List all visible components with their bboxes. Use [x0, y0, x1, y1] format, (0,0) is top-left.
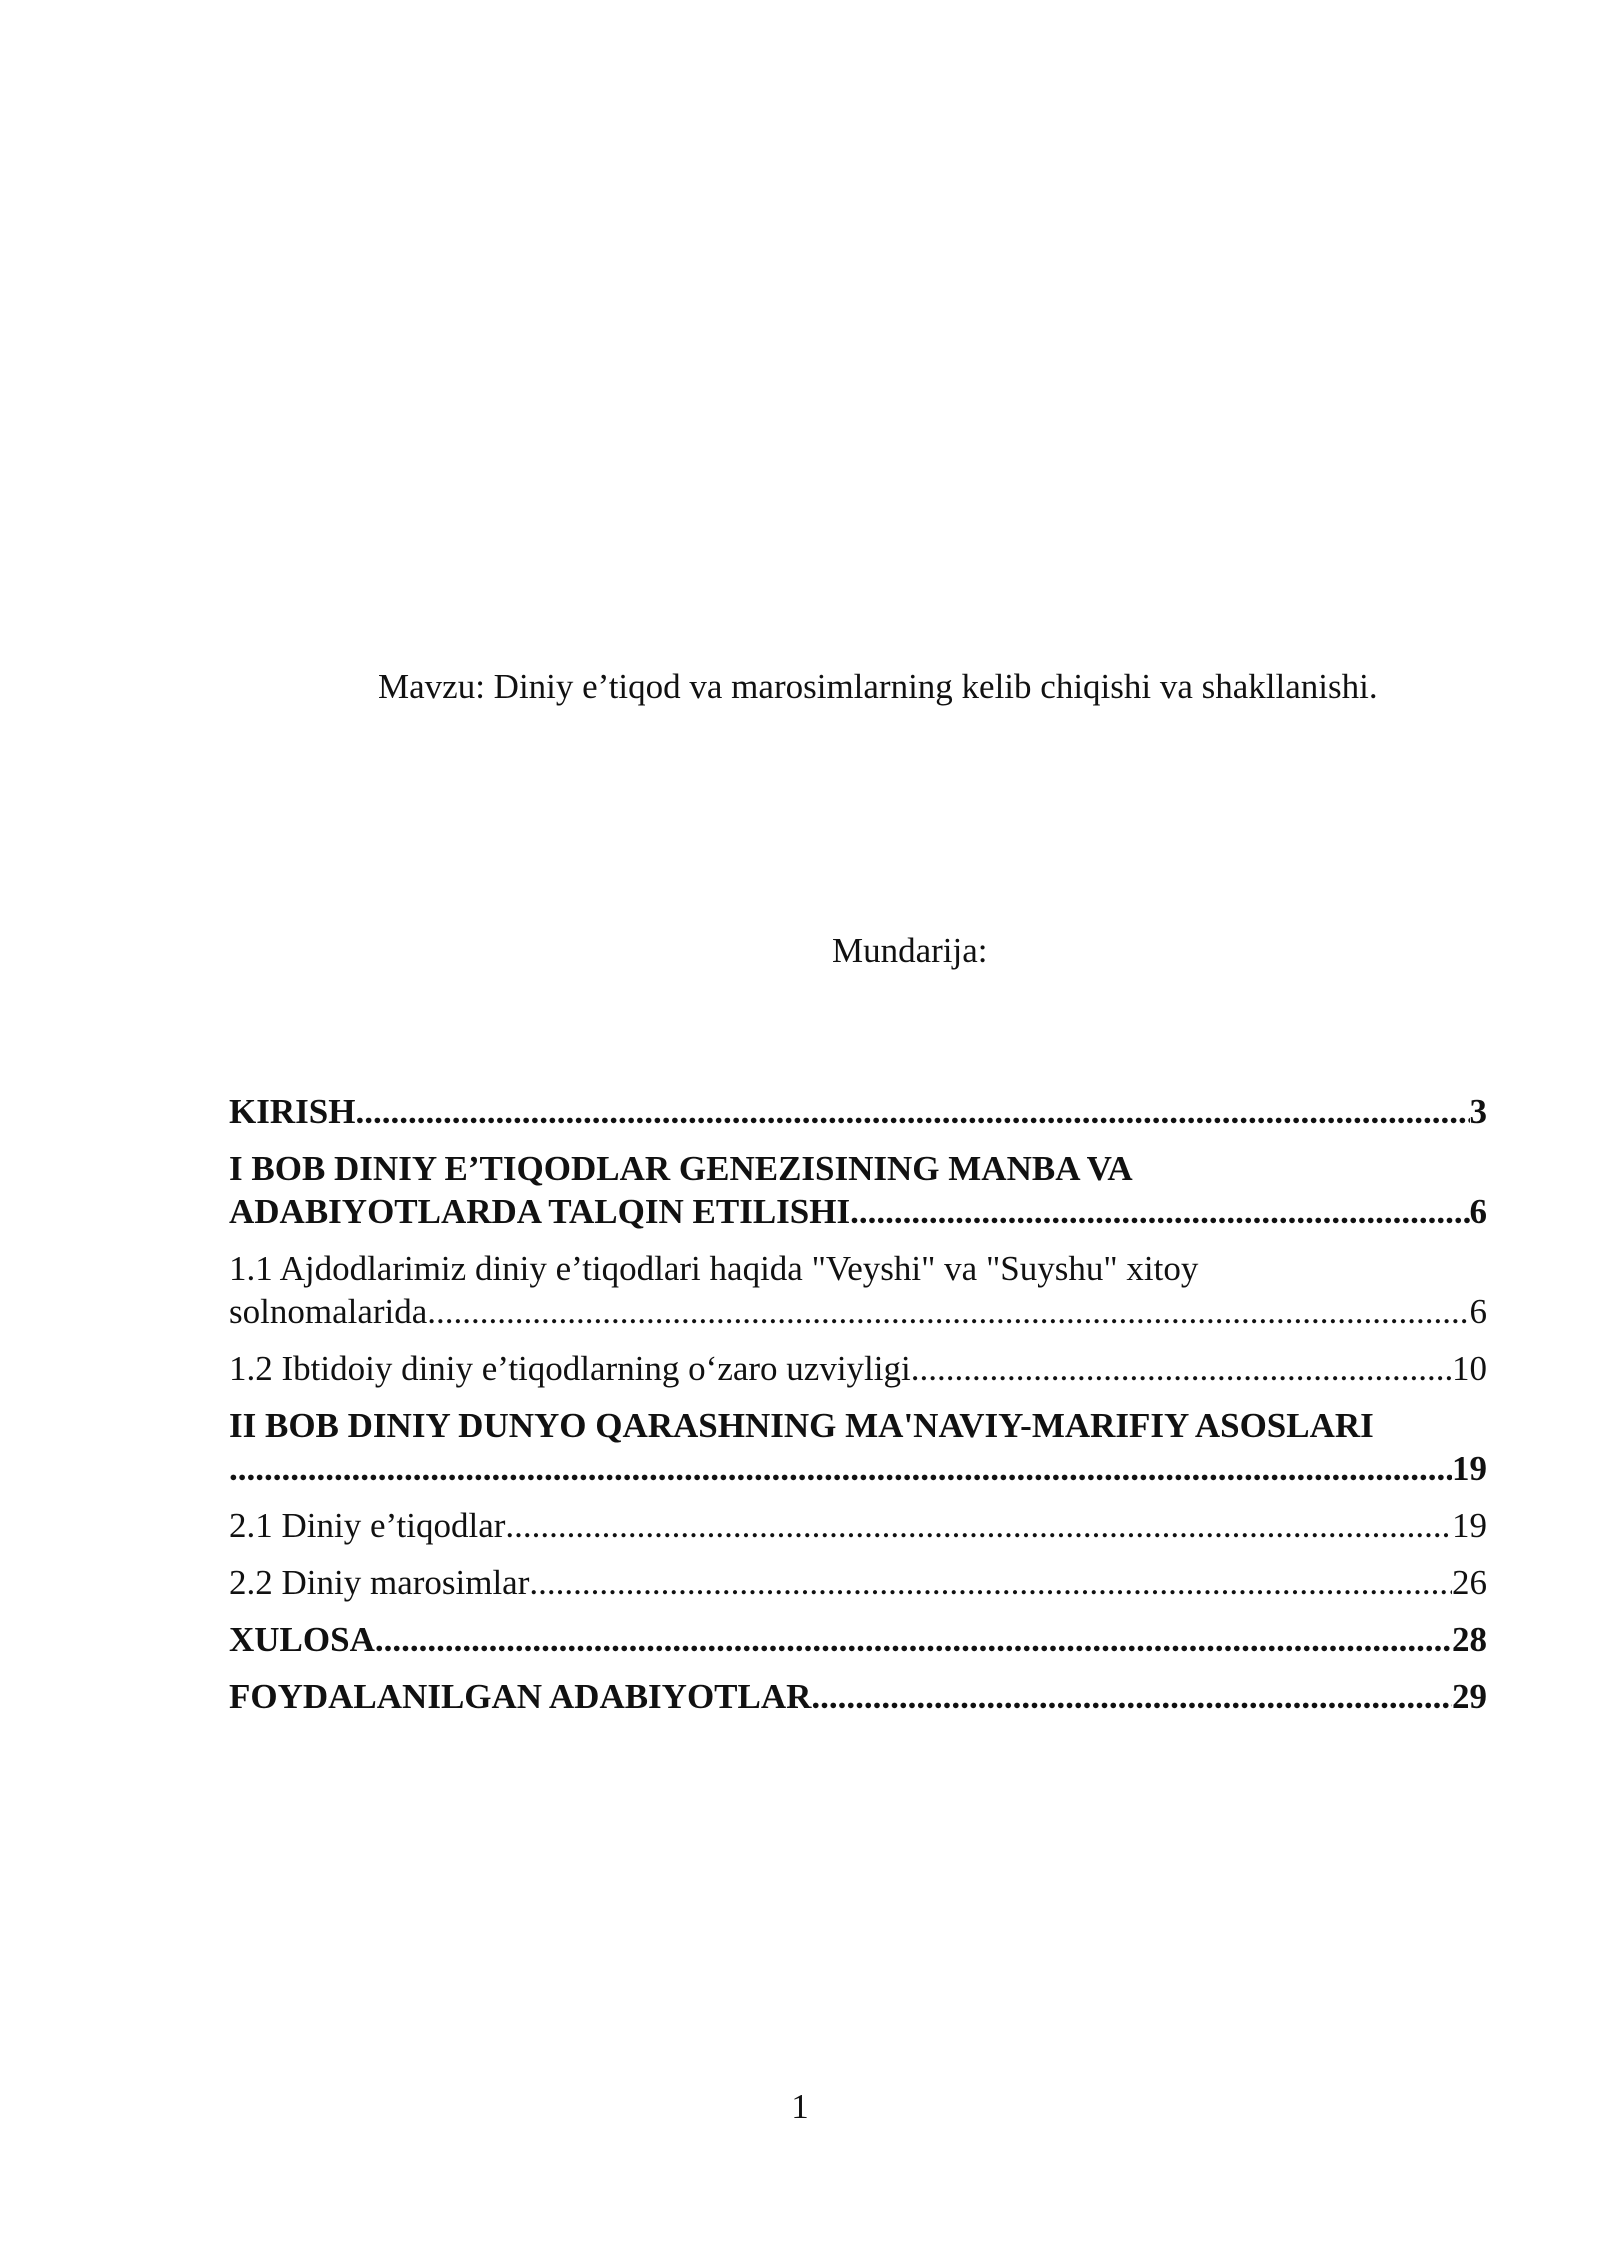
toc-entry-xulosa	[229, 1618, 1487, 1661]
table-of-contents	[229, 1090, 1487, 1732]
toc-entry-adabiyotlar	[229, 1675, 1487, 1718]
dot-leader	[811, 1675, 1452, 1718]
toc-entry-section-2-1	[229, 1504, 1487, 1547]
toc-page-number: 6	[1469, 1192, 1487, 1231]
toc-entry-section-1-2	[229, 1347, 1487, 1390]
toc-page-number: 29	[1452, 1677, 1487, 1716]
toc-entry-line	[229, 1347, 1487, 1390]
toc-page-number: 6	[1469, 1292, 1487, 1331]
dot-leader	[850, 1190, 1469, 1233]
dot-leader	[355, 1090, 1469, 1133]
toc-entry-title-line-1: I BOB DINIY E’TIQODLAR GENEZISINING MANBA VA	[229, 1149, 1133, 1188]
toc-entry-title: KIRISH	[229, 1092, 356, 1131]
dot-leader	[911, 1347, 1452, 1390]
toc-entry-title-line-2: solnomalarida	[229, 1292, 428, 1331]
toc-page-number: 19	[1452, 1506, 1487, 1545]
toc-entry-line	[229, 1561, 1487, 1604]
toc-entry-line	[229, 1190, 1487, 1233]
dot-leader	[505, 1504, 1452, 1547]
toc-entry-line	[229, 1090, 1487, 1133]
toc-entry-title-line-1: II BOB DINIY DUNYO QARASHNING MA'NAVIY-MARIFIY ASOSLARI	[229, 1406, 1374, 1445]
toc-page-number: 3	[1469, 1092, 1487, 1131]
dot-leader	[529, 1561, 1452, 1604]
page-number: 1	[791, 2087, 809, 2126]
toc-page-number: 10	[1452, 1349, 1487, 1388]
toc-entry-line	[229, 1618, 1487, 1661]
toc-entry-title: XULOSA	[229, 1620, 375, 1659]
dot-leader	[427, 1290, 1469, 1333]
document-topic: Mavzu: Diniy e’tiqod va marosimlarning kelib chiqishi va shakllanishi.	[378, 667, 1378, 706]
toc-entry-title: 1.2 Ibtidoiy diniy e’tiqodlarning o‘zaro uzviyligi	[229, 1349, 911, 1388]
toc-entry-title: 2.2 Diniy marosimlar	[229, 1563, 530, 1602]
toc-entry-line	[229, 1675, 1487, 1718]
toc-entry-line	[229, 1290, 1487, 1333]
toc-page-number: 19	[1452, 1449, 1487, 1488]
toc-entry-title: 2.1 Diniy e’tiqodlar	[229, 1506, 506, 1545]
toc-entry-title: FOYDALANILGAN ADABIYOTLAR	[229, 1677, 812, 1716]
toc-entry-chapter-1	[229, 1147, 1487, 1233]
toc-entry-chapter-2	[229, 1404, 1487, 1490]
toc-page-number: 26	[1452, 1563, 1487, 1602]
dot-leader	[229, 1447, 1452, 1490]
toc-entry-line	[229, 1504, 1487, 1547]
toc-entry-title-line-1: 1.1 Ajdodlarimiz diniy e’tiqodlari haqida "Veyshi" va "Suyshu" xitoy	[229, 1249, 1199, 1288]
dot-leader	[375, 1618, 1452, 1661]
toc-entry-section-2-2	[229, 1561, 1487, 1604]
toc-heading: Mundarija:	[832, 931, 988, 970]
toc-entry-title-line-2: ADABIYOTLARDA TALQIN ETILISHI	[229, 1192, 851, 1231]
toc-entry-section-1-1	[229, 1247, 1487, 1333]
toc-entry-kirish	[229, 1090, 1487, 1133]
toc-entry-line	[229, 1447, 1487, 1490]
toc-page-number: 28	[1452, 1620, 1487, 1659]
